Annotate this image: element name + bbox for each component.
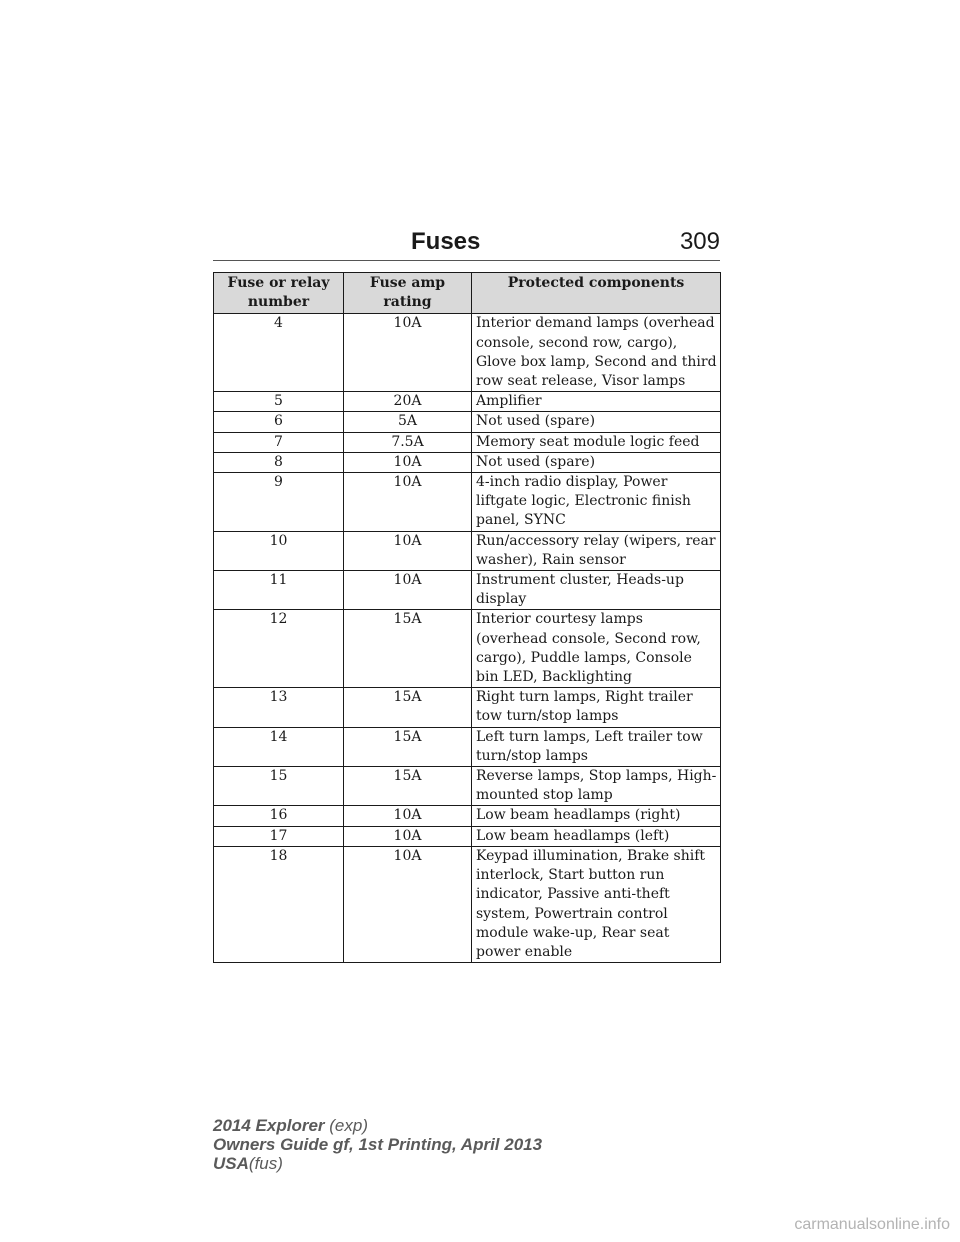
table-header-row bbox=[214, 273, 721, 314]
col-header-fuse-number: Fuse or relay number bbox=[214, 273, 344, 314]
table-row bbox=[214, 846, 721, 962]
fuse-number-cell: 10 bbox=[214, 531, 344, 570]
amp-rating-cell: 5A bbox=[344, 412, 472, 432]
protected-components-cell: Left turn lamps, Left trailer tow turn/stop lamps bbox=[472, 727, 721, 766]
footer-line-1 bbox=[213, 1116, 542, 1135]
fuse-number-cell: 9 bbox=[214, 473, 344, 532]
table-row bbox=[214, 688, 721, 727]
table-row bbox=[214, 432, 721, 452]
fuse-number-cell: 13 bbox=[214, 688, 344, 727]
fuse-number-cell: 12 bbox=[214, 610, 344, 688]
protected-components-cell: Not used (spare) bbox=[472, 412, 721, 432]
fuse-number-cell: 6 bbox=[214, 412, 344, 432]
fuse-number-cell: 15 bbox=[214, 767, 344, 806]
protected-components-cell: Low beam headlamps (left) bbox=[472, 826, 721, 846]
amp-rating-cell: 15A bbox=[344, 727, 472, 766]
col-header-protected-components: Protected components bbox=[472, 273, 721, 314]
document-footer bbox=[213, 1116, 542, 1173]
protected-components-cell: Right turn lamps, Right trailer tow turn/stop lamps bbox=[472, 688, 721, 727]
footer-line-3 bbox=[213, 1154, 542, 1173]
amp-rating-cell: 20A bbox=[344, 392, 472, 412]
amp-rating-cell: 10A bbox=[344, 314, 472, 392]
amp-rating-cell: 10A bbox=[344, 473, 472, 532]
footer-market: USA bbox=[213, 1154, 249, 1173]
fuse-number-cell: 17 bbox=[214, 826, 344, 846]
fuse-number-cell: 11 bbox=[214, 571, 344, 610]
footer-line-2: Owners Guide gf, 1st Printing, April 2013 bbox=[213, 1135, 543, 1154]
protected-components-cell: Memory seat module logic feed bbox=[472, 432, 721, 452]
fuse-table-body bbox=[214, 314, 721, 963]
protected-components-cell: Instrument cluster, Heads-up display bbox=[472, 571, 721, 610]
protected-components-cell: 4-inch radio display, Power liftgate logic, Electronic finish panel, SYNC bbox=[472, 473, 721, 532]
table-row bbox=[214, 571, 721, 610]
table-row bbox=[214, 767, 721, 806]
amp-rating-cell: 10A bbox=[344, 452, 472, 472]
fuse-number-cell: 7 bbox=[214, 432, 344, 452]
protected-components-cell: Low beam headlamps (right) bbox=[472, 806, 721, 826]
amp-rating-cell: 10A bbox=[344, 846, 472, 962]
footer-model: 2014 Explorer bbox=[213, 1116, 325, 1135]
protected-components-cell: Keypad illumination, Brake shift interlock, Start button run indicator, Passive anti-theft system, Powertrain control module wake-up, Rear seat power enable bbox=[472, 846, 721, 962]
fuse-number-cell: 5 bbox=[214, 392, 344, 412]
amp-rating-cell: 10A bbox=[344, 826, 472, 846]
table-row bbox=[214, 314, 721, 392]
fuse-number-cell: 16 bbox=[214, 806, 344, 826]
table-row bbox=[214, 392, 721, 412]
protected-components-cell: Interior demand lamps (overhead console, second row, cargo), Glove box lamp, Second and third row seat release, Visor lamps bbox=[472, 314, 721, 392]
page-header bbox=[213, 226, 720, 262]
footer-market-code: (fus) bbox=[248, 1154, 283, 1173]
page-title: Fuses bbox=[411, 228, 481, 255]
protected-components-cell: Not used (spare) bbox=[472, 452, 721, 472]
header-rule bbox=[213, 260, 720, 261]
amp-rating-cell: 10A bbox=[344, 806, 472, 826]
col-header-amp-rating: Fuse amp rating bbox=[344, 273, 472, 314]
protected-components-cell: Run/accessory relay (wipers, rear washer), Rain sensor bbox=[472, 531, 721, 570]
table-row bbox=[214, 531, 721, 570]
protected-components-cell: Amplifier bbox=[472, 392, 721, 412]
fuse-table bbox=[213, 272, 721, 963]
amp-rating-cell: 15A bbox=[344, 688, 472, 727]
table-row bbox=[214, 452, 721, 472]
table-row bbox=[214, 727, 721, 766]
amp-rating-cell: 15A bbox=[344, 767, 472, 806]
amp-rating-cell: 7.5A bbox=[344, 432, 472, 452]
fuse-number-cell: 8 bbox=[214, 452, 344, 472]
table-row bbox=[214, 826, 721, 846]
table-row bbox=[214, 412, 721, 432]
page-number: 309 bbox=[679, 228, 720, 255]
watermark-text: carmanualsonline.info bbox=[794, 1216, 950, 1233]
fuse-number-cell: 18 bbox=[214, 846, 344, 962]
table-row bbox=[214, 610, 721, 688]
fuse-number-cell: 4 bbox=[214, 314, 344, 392]
protected-components-cell: Interior courtesy lamps (overhead console, Second row, cargo), Puddle lamps, Console bin LED, Backlighting bbox=[472, 610, 721, 688]
amp-rating-cell: 10A bbox=[344, 571, 472, 610]
footer-model-code: (exp) bbox=[329, 1116, 368, 1135]
table-row bbox=[214, 473, 721, 532]
amp-rating-cell: 15A bbox=[344, 610, 472, 688]
table-row bbox=[214, 806, 721, 826]
fuse-number-cell: 14 bbox=[214, 727, 344, 766]
amp-rating-cell: 10A bbox=[344, 531, 472, 570]
protected-components-cell: Reverse lamps, Stop lamps, High-mounted stop lamp bbox=[472, 767, 721, 806]
